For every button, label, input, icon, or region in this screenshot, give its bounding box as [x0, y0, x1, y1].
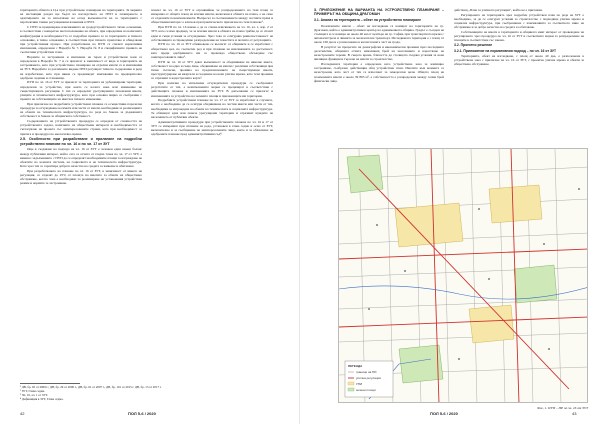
- paragraph: Територията, обект на изследване, с площ от около 40 дка, е разположена в устройствена зона с прилагане на чл. 16 от ЗУТ, с проектна улична мрежа и обекти за обществено обслужване.: [454, 53, 584, 67]
- figure-caption: Фиг. 1. ПУП – ПР по чл. 16 от ЗУТ: [537, 406, 588, 410]
- paragraph: ПУП по чл. 16 от ЗУТ дават възможност за обединяване на няколко имота, собственост на едно и също лице, обединяване на имоти с различни собственици при тяхно съгласие, промяна на предназначението на съществуващи имоти, преструктуриране на квартали и създаване на нова улична мрежа, като тези промени се отразяват в кадастралната карта³.: [151, 59, 273, 81]
- legend-item: улична регулация: [356, 376, 381, 380]
- legend-item: граници на ПИ: [356, 370, 377, 374]
- section-subheading: 3.2. Проектно решение: [454, 43, 493, 48]
- paragraph: С ПУП за прецизиране изискванията на градоустройственото тяхно основание, в съответствие с конкретно местоположение на обекта, при определяне на наличната конфигурация и необходимостта от подробни правила за за територията и тяхното основание, в тяхно основание, в съответствие при тяхното прилагане и обвързване при устройствения процес. При разработване на ПУП се спазват нормативни изисквания, определени с Наредба № 7, Наредба № 8 и специфичните правила на съответния устройствен план.: [20, 25, 142, 55]
- legend-item: зелени площи: [356, 388, 376, 392]
- left-page-column-2: [151, 8, 273, 356]
- right-page-column-2: [454, 8, 584, 146]
- paragraph: територията обхвата в Ц-а при устройствено планиране на територията. За мерките на настоящия раздел ще бъдат на наследството на ПУП и планирането и адаптирането на за използване на оглед възможности на за територията с перспективи главно регулационни вложения в ПУП.: [20, 8, 142, 25]
- cadastral-plan-figure: [338, 148, 588, 403]
- section-heading: 2.5. Особености при разработване и прилагане на подробни устройствени планове по чл. 16 и по чл. 17 от ЗУТ: [20, 137, 142, 146]
- paragraph: планът по чл. 16 от ЗУТ и отразявайки, че разпределението на тази площ се извършва от общата площ на всички имоти, включени в обхвата на плана, а не само от отделните поземлени имоти. Въпросът за съотношението между частните права и обществения интерес е ключов при практическото прилагане на тези планове¹.: [151, 8, 273, 25]
- paragraph: Подробните устройствени планове по чл. 17 от ЗУТ се изработват в случаите, когато е необходимо да се осигури обединяване на частни имоти или части от тях, необходими за изграждане на обекти на техническата и социалната инфраструктура. Те обхващат една или повече урегулирани територии и отразяват нуждите на населението от публични обекти.: [151, 98, 273, 119]
- paragraph: При наличие на изпълнени отчуждителни процедури се съобразяват резултатите от тях, а неизпълнените мерки се прецизират в съответствие с действащите планове и изискванията на ЗУТ. В допълнение се прилагат и изискванията за устройство на зелените площи и прилежащите им територии.: [151, 81, 273, 98]
- chapter-heading: 3. ПРИЛОЖЕНИЕ НА ВАРИАНТА НА УСТРОЙСТВЕНО ПЛАНИРАНЕ – ПРИМЕРЪТ НА ОБЩИНА ДРАГОМАН: [314, 8, 444, 17]
- paragraph: Изследваната територия е определена като устройствена зона за жилищно застрояване, съобразно действащия общ устройствен план. Имотите към момента са незастроени, като част от тях се използват за земеделски цели. Общата площ на поземлените имоти е около 39 893 м², а собствеността е разпределена между голям брой физически лица.: [314, 62, 444, 83]
- footnote: ³ Чл. 16, ал. 1 от ЗУТ.: [20, 393, 48, 397]
- paragraph: ПУП по чл. 16 от ЗУТ се прилагат за територията на урбанизирани територии, определени за устройство, при които се налага нова или изменение на съществуващата регулация. С тях се определят урегулираните поземлени имоти, улиците и техническата инфраструктура, като при основна мярка се съобразява с правата на собствениците на имоти и тяхното изменение.: [20, 80, 142, 102]
- paragraph: действащ „План за уличната регулация", който не е приложен.: [454, 8, 543, 12]
- issue-label-right: ПОЛ 5-6 / 2020: [430, 411, 458, 416]
- paragraph: При прилагане на подробните устройствени планове се осъществява паралелна процедура за отчуждаване на имоти или части от имоти, необходими за реализацията на обекти на техническата инфраструктура, по реда на Закона за държавната собственост и Закона за общинската собственост.: [20, 101, 142, 119]
- paragraph: Регулирането на територията чрез подробен устройствен план по реда на ЗУТ е необходимо, за да се осигурят условия за строителство с подходяща улична мрежа и социална инфраструктура, при съобразяване с изискванията за съответното ниво на обслужване и за добро качество на средата за обитаване.: [454, 12, 584, 30]
- footnote: ² ЗУТ, Глава седма.: [20, 389, 45, 393]
- paragraph: ПУП по чл. 16 от ЗУТ обикновено се възлагат от общините и се изработват с обществена цел, по съответен ред и при спазване на изискванията за достъпност, като преди одобряването им се провежда обществено обсъждане със заинтересованите лица².: [151, 42, 273, 59]
- paragraph: При разработването на планове по чл. 16 от ЗУТ, в зависимост от нивото на регулация, се отделят до 25% от площта на имотите за обекти на обществено обслужване, когато това е необходимо за реализиране на установения устройствен режим и нормите за застрояване.: [20, 168, 142, 186]
- paragraph: Още в създаване на подхода на чл. 16 от ЗУТ е заложен един важен баланс между публичния интерес, който сега се отчита от гледна точка по чл. 17 от ЗУТ, а именно: задължението с ПУП да се определят необходимите площи за изграждане на обектите на зелената система, на социалната и на техническата инфраструктура. Като чрез тях се гарантира доброто качество на средата за живеене и обитаване.: [20, 147, 142, 169]
- paragraph: Административните процедури при устройствените планове по чл. 16 и 17 от ЗУТ се извършват при спазване на реда, установен в глава седма и осма от ЗУТ, включително и за съобщаване на заинтересованите лица, както и за обжалване на одобрените планове пред административния съд⁴.: [151, 119, 273, 137]
- paragraph: В резултат на процесите на демографски и икономически промени през последните десетилетия, общината отчита намаляващ брой на населението и нарастване на незастроените терени. В същото време, близостта до столицата създава условия за нова жилищна функция и търсене на имоти за строителство.: [314, 44, 444, 62]
- paragraph: Поземлените имоти – обект на изследване са намират на територията на гр. Драгоман, който е административен център на едноименната община. Градът е съседен на столицата и се намира на около 40 км от центъра на гр. София, при транспортната връзка с автомагистрала и линията за железопътен транспорт. Изследваната територия е с площ от около 100 дка и е разположена в югоизточната част на града.: [314, 23, 444, 45]
- page-number-right: 43: [572, 411, 577, 416]
- footnote: ¹ ДВ, бр. 65 от 2009 г.; ДВ, бр. 29 от 2006 г., ДВ, бр. 61 от 2007 г., ДВ, бр. 101 от 2015 г. ДВ, бр. 13 от 2017 г.: [20, 385, 162, 389]
- left-page-column-1: [20, 8, 142, 380]
- plan-drawing: [339, 149, 588, 403]
- paragraph: Нормите за застрояване и изискване на терен и устройствени зони са определени в Наредба № 7 и се прилагат в зависимост от вида и територията на застрояването, като при устройствено планиране на отделни имоти са и изисквания на ЗУТ. Наредбите за различните видове ПУП регулират тяхното съдържание и реда на изработване, като при някои се предвиждат изисквания по предварително одобрено задание и становища.: [20, 54, 142, 80]
- legend-title: ЛЕГЕНДА: [348, 364, 363, 368]
- page-number-left: 42: [20, 411, 25, 416]
- paragraph: При ПУП по чл. 16 важно е да се спазва изискването на чл. 16, ал. 1, изр. 2 от ЗУТ, като се има предвид, че за всички имоти в обхвата на плана трябва да се спазят едни и същи условия за отчуждаване. Чрез това се осигурява равнопоставеност на собствениците и справедливо разпределение на тежестите и ползите от регулацията.: [151, 25, 273, 42]
- paragraph: Съдържанието на устройствената процедура се определя от сложността на устройствената задача, наличието на обществени интереси и необходимостта от съгласуване на проекта със заинтересованите страни, като при необходимост се прилага и процедура по екологична оценка.: [20, 119, 142, 136]
- right-page-column-1: [314, 8, 444, 146]
- issue-label-left: ПОЛ 5-6 / 2020: [128, 411, 156, 416]
- legend-item: УПИ: [356, 382, 363, 386]
- paragraph: Собствениците на имоти в територията и общината имат интерес от провеждане на регулирането чрез процедура по чл. 16 от ЗУТ и съответните мерки за разпределение на площите в съответствие със закона.: [454, 29, 584, 43]
- footnotes: [20, 385, 275, 401]
- section-subheading: 3.1. Анализ на територията – обект на устройствено планиране: [314, 18, 422, 23]
- footnote-rule: [20, 383, 80, 384]
- section-subheading: 3.2.1. Приложение на нормативния подход – по чл. 16 от ЗУТ: [454, 48, 557, 53]
- footnote: ⁴ Дефиниция в ЗУТ, Глава седма.: [20, 397, 64, 401]
